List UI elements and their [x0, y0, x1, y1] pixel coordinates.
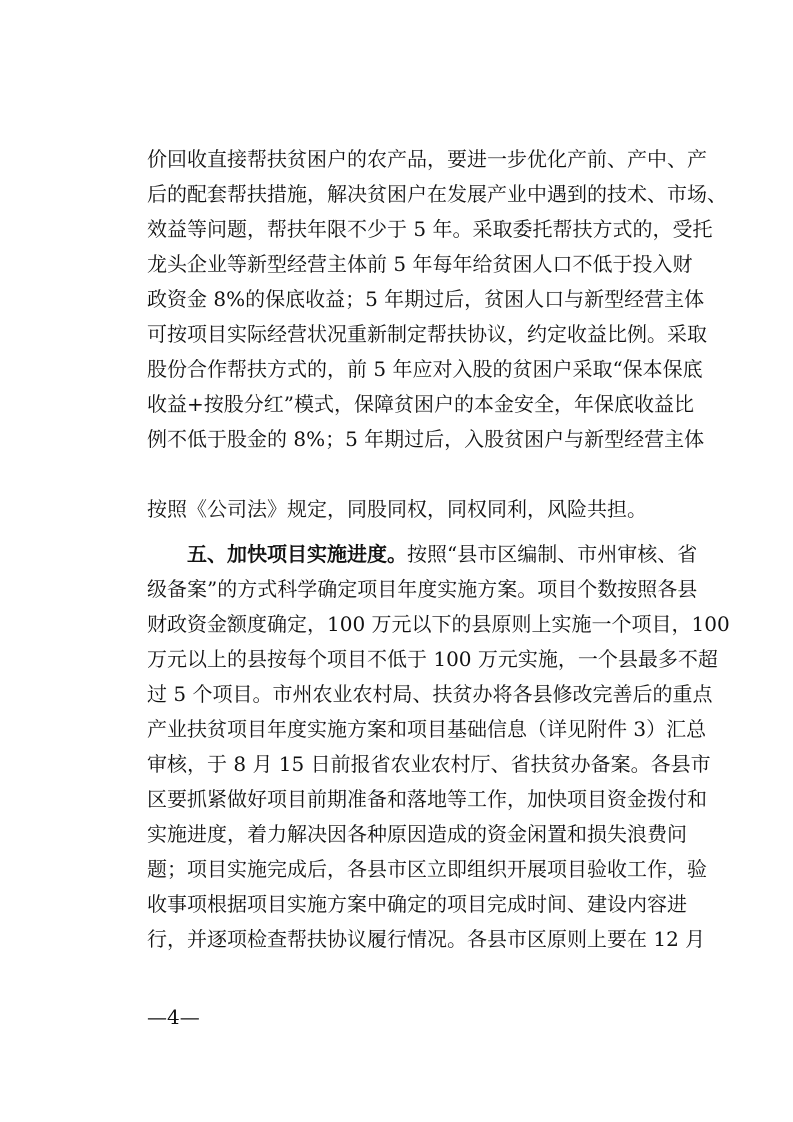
paragraph-line: 价回收直接帮扶贫困户的农产品，要进一步优化产前、产中、产 [147, 147, 707, 171]
section-5-line: 题；项目实施完成后，各县市区立即组织开展项目验收工作，验 [147, 857, 707, 881]
section-5-line: 审核，于 8 月 15 日前报省农业农村厅、省扶贫办备案。各县市 [147, 752, 711, 776]
paragraph-line: 收益+按股分红”模式，保障贫困户的本金安全，年保底收益比 [147, 392, 694, 416]
paragraph-line: 可按项目实际经营状况重新制定帮扶协议，约定收益比例。采取 [147, 322, 707, 346]
paragraph-line: 股份合作帮扶方式的，前 5 年应对入股的贫困户采取“保本保底 [147, 357, 703, 381]
section-5-line: 区要抓紧做好项目前期准备和落地等工作，加快项目资金拨付和 [147, 787, 707, 811]
paragraph-line: 政资金 8%的保底收益；5 年期过后，贫困人口与新型经营主体 [147, 287, 705, 311]
section-5-line: 实施进度，着力解决因各种原因造成的资金闲置和损失浪费问 [147, 822, 687, 846]
paragraph-line: 后的配套帮扶措施，解决贫困户在发展产业中遇到的技术、市场、 [147, 182, 727, 206]
section-5-line: 行，并逐项检查帮扶协议履行情况。各县市区原则上要在 12 月 [147, 927, 706, 951]
section-5-line: 万元以上的县按每个项目不低于 100 万元实施，一个县最多不超 [147, 647, 718, 671]
page-number: —4— [147, 1005, 200, 1029]
paragraph-line: 龙头企业等新型经营主体前 5 年每年给贫困人口不低于投入财 [147, 252, 693, 276]
section-5-first-line [147, 537, 698, 571]
paragraph-line: 按照《公司法》规定，同股同权，同权同利，风险共担。 [147, 497, 647, 521]
paragraph-line: 例不低于股金的 8%；5 年期过后，入股贫困户与新型经营主体 [147, 427, 705, 451]
paragraph-line: 效益等问题，帮扶年限不少于 5 年。采取委托帮扶方式的，受托 [147, 217, 713, 241]
section-5-line: 收事项根据项目实施方案中确定的项目完成时间、建设内容进 [147, 892, 687, 916]
section-5-line: 财政资金额度确定，100 万元以下的县原则上实施一个项目，100 [147, 612, 730, 636]
section-5-line: 级备案”的方式科学确定项目年度实施方案。项目个数按照各县 [147, 577, 698, 601]
section-5-line: 过 5 个项目。市州农业农村局、扶贫办将各县修改完善后的重点 [147, 682, 713, 706]
section-5-first-line-text: 按照“县市区编制、市州审核、省 [407, 542, 698, 566]
section-5-heading: 五、加快项目实施进度。 [187, 542, 407, 566]
section-5-line: 产业扶贫项目年度实施方案和项目基础信息（详见附件 3）汇总 [147, 717, 707, 741]
